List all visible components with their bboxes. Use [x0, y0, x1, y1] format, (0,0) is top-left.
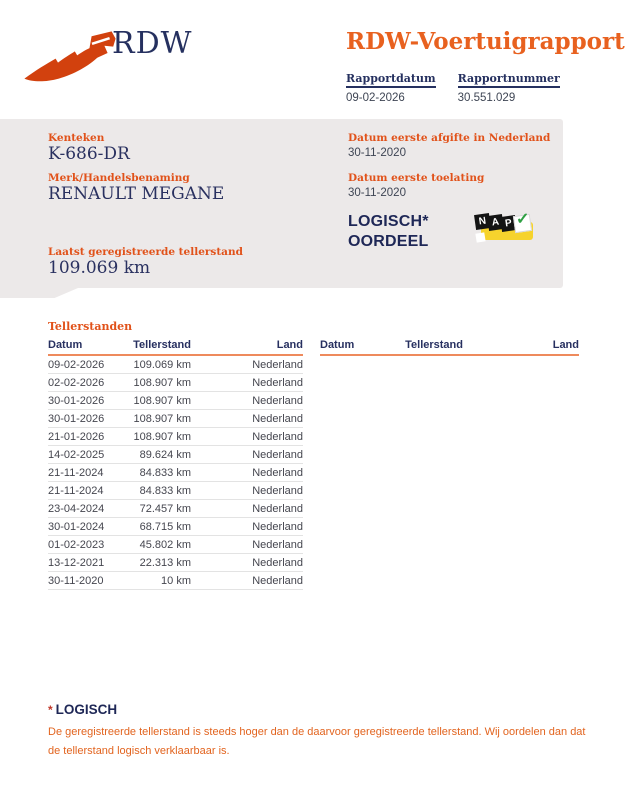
cell-date: 21-11-2024	[48, 482, 125, 500]
cell-date: 30-11-2020	[48, 572, 125, 590]
cell-value: 108.907 km	[125, 392, 191, 410]
report-date-block	[346, 69, 436, 104]
cell-value: 10 km	[125, 572, 191, 590]
toelating-value: 30-11-2020	[348, 187, 406, 199]
meter-table-body	[48, 355, 303, 590]
column-header-datum: Datum	[48, 337, 125, 355]
report-header	[346, 28, 625, 104]
oordeel-verdict	[348, 212, 429, 252]
cell-country: Nederland	[191, 355, 303, 374]
cell-value: 84.833 km	[125, 482, 191, 500]
table-row	[48, 392, 303, 410]
table-row	[48, 374, 303, 392]
merk-value: RENAULT MEGANE	[48, 184, 225, 204]
nap-white-chip	[475, 232, 485, 242]
column-header-land: Land	[463, 337, 579, 355]
nap-logo-icon	[474, 212, 538, 246]
column-header-tellerstand: Tellerstand	[125, 337, 191, 355]
cell-country: Nederland	[191, 392, 303, 410]
column-header-land: Land	[191, 337, 303, 355]
rdw-wordmark: RDW	[112, 26, 193, 61]
cell-country: Nederland	[191, 518, 303, 536]
table-header-row	[320, 337, 579, 355]
cell-value: 108.907 km	[125, 410, 191, 428]
oordeel-line1: LOGISCH*	[348, 213, 429, 230]
report-date-value: 09-02-2026	[346, 92, 405, 104]
table-row	[48, 446, 303, 464]
nap-letter-n: N	[474, 213, 491, 230]
cell-value: 108.907 km	[125, 428, 191, 446]
cell-date: 30-01-2024	[48, 518, 125, 536]
rdw-wing-icon	[22, 24, 118, 90]
column-header-tellerstand: Tellerstand	[397, 337, 463, 355]
cell-date: 02-02-2026	[48, 374, 125, 392]
report-number-label: Rapportnummer	[458, 72, 560, 88]
cell-date: 13-12-2021	[48, 554, 125, 572]
table-header-row	[48, 337, 303, 355]
cell-value: 89.624 km	[125, 446, 191, 464]
kenteken-value: K-686-DR	[48, 144, 130, 164]
cell-country: Nederland	[191, 464, 303, 482]
cell-date: 30-01-2026	[48, 392, 125, 410]
nap-letter-a: A	[487, 214, 504, 231]
tellerstanden-tables	[48, 337, 579, 590]
table-row	[48, 428, 303, 446]
cell-country: Nederland	[191, 410, 303, 428]
footnote-asterisk: *	[48, 703, 53, 717]
laatste-tellerstand-value: 109.069 km	[48, 258, 151, 278]
table-row	[48, 500, 303, 518]
column-header-datum: Datum	[320, 337, 397, 355]
toelating-label: Datum eerste toelating	[348, 172, 485, 184]
laatste-tellerstand-label: Laatst geregistreerde tellerstand	[48, 246, 243, 258]
cell-date: 21-11-2024	[48, 464, 125, 482]
cell-country: Nederland	[191, 482, 303, 500]
report-number-block	[458, 69, 560, 104]
afgifte-value: 30-11-2020	[348, 147, 406, 159]
table-row	[48, 355, 303, 374]
cell-value: 68.715 km	[125, 518, 191, 536]
cell-country: Nederland	[191, 446, 303, 464]
logisch-footnote	[48, 702, 598, 760]
cell-value: 45.802 km	[125, 536, 191, 554]
cell-value: 109.069 km	[125, 355, 191, 374]
nap-letter-p: P	[500, 215, 517, 232]
cell-date: 21-01-2026	[48, 428, 125, 446]
meter-readings-table-left	[48, 337, 303, 590]
report-meta	[346, 69, 625, 104]
cell-country: Nederland	[191, 536, 303, 554]
cell-date: 14-02-2025	[48, 446, 125, 464]
footnote-heading	[48, 702, 598, 717]
meter-readings-table-right	[320, 337, 579, 590]
cell-country: Nederland	[191, 374, 303, 392]
cell-value: 72.457 km	[125, 500, 191, 518]
cell-value: 22.313 km	[125, 554, 191, 572]
report-title: RDW-Voertuigrapport	[346, 28, 625, 55]
afgifte-label: Datum eerste afgifte in Nederland	[348, 132, 551, 144]
cell-country: Nederland	[191, 500, 303, 518]
table-row	[48, 482, 303, 500]
footnote-title: LOGISCH	[55, 702, 118, 717]
table-row	[48, 464, 303, 482]
cell-date: 30-01-2026	[48, 410, 125, 428]
cell-date: 09-02-2026	[48, 355, 125, 374]
cell-date: 23-04-2024	[48, 500, 125, 518]
cell-value: 84.833 km	[125, 464, 191, 482]
oordeel-line2: OORDEEL	[348, 233, 429, 250]
meter-table-body-empty	[320, 355, 579, 589]
table-row	[48, 572, 303, 590]
nap-check-icon: ✓	[516, 211, 530, 228]
table-row	[48, 554, 303, 572]
kenteken-label: Kenteken	[48, 132, 105, 144]
cell-value: 108.907 km	[125, 374, 191, 392]
summary-box-corner-tab	[0, 288, 78, 298]
footnote-text: De geregistreerde tellerstand is steeds hoger dan de daarvoor geregistreerde tellerstand. Wij oordelen dan dat de tellerstand logisch verklaarbaar is.	[48, 726, 586, 757]
table-row	[48, 410, 303, 428]
tellerstanden-section-title: Tellerstanden	[48, 320, 133, 333]
cell-country: Nederland	[191, 572, 303, 590]
cell-country: Nederland	[191, 428, 303, 446]
table-row	[48, 518, 303, 536]
merk-label: Merk/Handelsbenaming	[48, 172, 190, 184]
cell-country: Nederland	[191, 554, 303, 572]
table-row	[48, 536, 303, 554]
cell-date: 01-02-2023	[48, 536, 125, 554]
report-number-value: 30.551.029	[457, 92, 516, 104]
report-date-label: Rapportdatum	[346, 72, 436, 88]
